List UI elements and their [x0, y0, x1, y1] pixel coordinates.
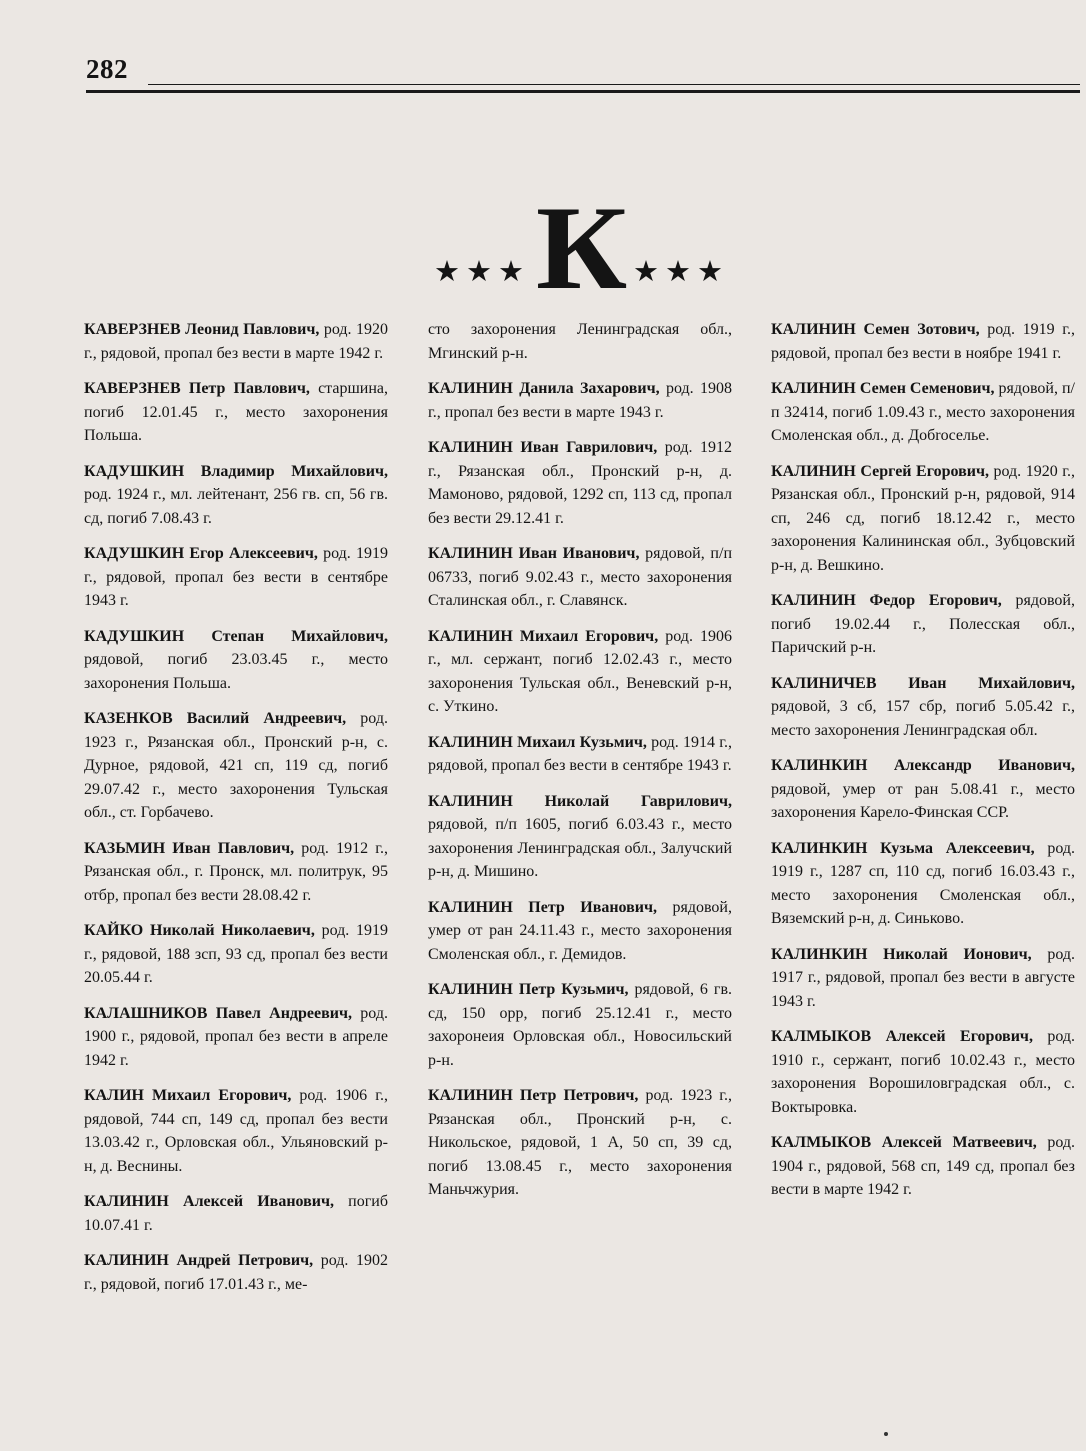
- entry-name: КАЛИНИН Андрей Петрович,: [84, 1252, 314, 1269]
- print-dot-mark: [884, 1432, 888, 1436]
- list-entry: [428, 377, 732, 424]
- list-entry: [771, 589, 1075, 660]
- entry-name: КАЛИНИН Петр Иванович,: [428, 898, 658, 916]
- entry-name: КАЙКО Николай Николаевич,: [84, 922, 315, 939]
- entry-details: рядовой, п/п 06733, погиб 9.02.43 г., место захоронения Сталинская обл., г. Славянск.: [428, 545, 732, 609]
- list-entry: [84, 1249, 388, 1296]
- list-entry: [84, 919, 388, 990]
- entry-details: род. 1919 г., рядовой, пропал без вести в сентябре 1943 г.: [84, 545, 388, 609]
- entry-name: КАЛМЫКОВ Алексей Егорович,: [771, 1028, 1033, 1045]
- entry-details: род. 1920 г., Рязанская обл., Пронский р-н, рядовой, 914 сп, 246 сд, погиб 18.12.42 г., место захоронения Калининская обл., Зубцовский р-н, д. Вешкино.: [771, 462, 1075, 574]
- entry-details: рядовой, умер от ран 5.08.41 г., место захоронения Карело-Финская ССР.: [771, 780, 1075, 821]
- text-column-2: [428, 318, 732, 1214]
- entry-name: КАЛИНИН Семен Зотович,: [771, 321, 980, 338]
- entry-name: КАЛИНИН Михаил Кузьмич,: [428, 733, 647, 751]
- entry-details: рядовой, погиб 19.02.44 г., Полесская обл., Паричский р-н.: [771, 592, 1075, 656]
- list-entry: [428, 625, 732, 719]
- list-entry: [84, 1084, 388, 1178]
- entry-details: род. 1904 г., рядовой, 568 сп, 149 сд, пропал без вести в марте 1942 г.: [771, 1134, 1075, 1198]
- list-entry: [84, 837, 388, 908]
- entry-details: род. 1919 г., 1287 сп, 110 сд, погиб 16.03.43 г., место захоронения Смоленская обл., Вяземский р-н, д. Синьково.: [771, 839, 1075, 927]
- list-entry: [771, 460, 1075, 578]
- list-entry: [84, 318, 388, 365]
- entry-name: КАЛАШНИКОВ Павел Андреевич,: [84, 1004, 353, 1022]
- list-entry: [428, 542, 732, 613]
- entry-details: рядовой, 3 сб, 157 сбр, погиб 5.05.42 г., место захоронения Ленинградская обл.: [771, 698, 1075, 739]
- entry-name: КАВЕРЗНЕВ Леонид Павлович,: [84, 321, 320, 338]
- entry-details: род. 1906 г., рядовой, 744 сп, 149 сд, пропал без вести 13.03.42 г., Орловская обл., Ульяновский р-н, д. Веснины.: [84, 1087, 388, 1175]
- entry-details: род. 1923 г., Рязанская обл., Пронский р-н, с. Дурное, рядовой, 421 сп, 119 сд, погиб 29.07.42 г., место захоронения Тульская обл., ст. Горбачево.: [84, 710, 388, 821]
- list-entry: [771, 1131, 1075, 1202]
- entry-details: род. 1917 г., рядовой, пропал без вести в августе 1943 г.: [771, 945, 1076, 1010]
- list-entry: [428, 731, 732, 778]
- text-column-3: [771, 318, 1075, 1214]
- entry-details: старшина, погиб 12.01.45 г., место захоронения Польша.: [84, 380, 388, 444]
- entry-details: род. 1900 г., рядовой, пропал без вести в апреле 1942 г.: [84, 1004, 388, 1069]
- list-entry: [84, 1190, 388, 1237]
- list-entry: [771, 377, 1075, 448]
- entry-details: род. 1906 г., мл. сержант, погиб 12.02.43 г., место захоронения Тульская обл., Веневский р-н, с. Уткино.: [428, 627, 732, 715]
- entry-name: КАЛИНИН Николай Гаврилович,: [428, 792, 732, 810]
- entry-name: КАЛИНИН Иван Гаврилович,: [428, 439, 658, 456]
- list-entry: [771, 943, 1075, 1014]
- entry-name: КАЛИН Михаил Егорович,: [84, 1087, 292, 1104]
- entry-details: род. 1908 г., пропал без вести в марте 1943 г.: [428, 380, 732, 421]
- entry-name: КАЛИНИН Сергей Егорович,: [771, 462, 989, 480]
- entry-name: КАДУШКИН Егор Алексеевич,: [84, 545, 318, 562]
- entry-details: род. 1920 г., рядовой, пропал без вести в марте 1942 г.: [84, 321, 388, 362]
- entry-details: рядовой, п/п 32414, погиб 1.09.43 г., место захоронения Смоленская обл., д. Добroселье.: [771, 380, 1075, 444]
- list-entry: [428, 1084, 732, 1202]
- list-entry: [84, 1002, 388, 1073]
- entry-name: КАДУШКИН Владимир Михайлович,: [84, 462, 388, 480]
- entry-details: род. 1924 г., мл. лейтенант, 256 гв. сп, 56 гв. сд, погиб 7.08.43 г.: [84, 486, 388, 527]
- entry-details: рядовой, п/п 1605, погиб 6.03.43 г., место захоронения Ленинградская обл., Залучский р-н, д. Мишино.: [428, 816, 732, 880]
- entry-name: КАЛИНИН Федор Егорович,: [771, 592, 1002, 609]
- stars-left-icon: ★★★: [433, 256, 530, 288]
- entry-details: погиб 10.07.41 г.: [84, 1193, 389, 1234]
- entry-name: КАЛИНИН Алексей Иванович,: [84, 1193, 335, 1210]
- entry-details: род. 1910 г., сержант, погиб 10.02.43 г., место захоронения Ворошиловградская обл., с. Воктыровка.: [771, 1028, 1076, 1116]
- list-entry: [771, 837, 1075, 931]
- page-number: 282: [86, 54, 128, 84]
- entry-name: КАЛИНИН Иван Иванович,: [428, 545, 640, 562]
- entry-details: род. 1912 г., Рязанская обл., г. Пронск, мл. политрук, 95 отбр, пропал без вести 28.08.42 г.: [84, 839, 388, 904]
- entry-name: КАЛИНКИН Александр Иванович,: [771, 757, 1075, 774]
- entry-details: рядовой, 6 гв. сд, 150 орр, погиб 25.12.41 г., место захоронеия Орловская обл., Новосильский р-н.: [428, 981, 733, 1069]
- text-column-1: [84, 318, 388, 1308]
- list-entry: [771, 672, 1075, 743]
- entry-name: КАЛИНИН Данила Захарович,: [428, 380, 660, 397]
- list-entry: [771, 1025, 1075, 1119]
- entry-details: сто захоронения Ленинградская обл., Мгинский р-н.: [428, 321, 732, 362]
- entry-details: род. 1902 г., рядовой, погиб 17.01.43 г., ме-: [84, 1252, 388, 1293]
- entry-details: род. 1919 г., рядовой, пропал без вести в ноябре 1941 г.: [771, 321, 1076, 362]
- entry-name: КАЛИНИН Петр Петрович,: [428, 1087, 639, 1104]
- entry-details: род. 1914 г., рядовой, пропал без вести в сентябре 1943 г.: [428, 733, 733, 774]
- list-entry: [84, 625, 388, 696]
- list-entry: [771, 754, 1075, 825]
- entry-name: КАЛМЫКОВ Алексей Матвеевич,: [771, 1134, 1037, 1151]
- list-entry: [84, 460, 388, 531]
- entry-name: КАЛИНИЧЕВ Иван Михайлович,: [771, 674, 1075, 692]
- entry-name: КАЗЕНКОВ Василий Андреевич,: [84, 710, 347, 727]
- entry-details: род. 1912 г., Рязанская обл., Пронский р-н, д. Мамоново, рядовой, 1292 сп, 113 сд, пропал без вести 29.12.41 г.: [428, 439, 732, 527]
- entry-name: КАДУШКИН Степан Михайлович,: [84, 627, 388, 645]
- list-entry: [771, 318, 1075, 365]
- stars-right-icon: ★★★: [633, 256, 729, 288]
- entry-name: КАЗЬМИН Иван Павлович,: [84, 839, 295, 857]
- list-entry: [428, 896, 732, 967]
- entry-name: КАЛИНКИН Кузьма Алексеевич,: [771, 839, 1035, 857]
- entry-details: род. 1923 г., Рязанская обл., Пронский р-н, с. Никольское, рядовой, 1 А, 50 сп, 39 сд, погиб 13.08.45 г., место захоронения Маньчжурия.: [428, 1087, 733, 1198]
- entry-name: КАЛИНКИН Николай Ионович,: [771, 945, 1032, 963]
- list-entry: [84, 377, 388, 448]
- list-entry: [428, 436, 732, 530]
- section-letter: К: [535, 181, 628, 315]
- entry-details: рядовой, умер от ран 24.11.43 г., место захоронения Смоленская обл., г. Демидов.: [428, 898, 732, 963]
- header-thin-rule: [148, 84, 1080, 85]
- entry-name: КАЛИНИН Петр Кузьмич,: [428, 981, 629, 998]
- entry-details: рядовой, погиб 23.03.45 г., место захоронения Польша.: [84, 651, 388, 692]
- list-entry: [428, 318, 732, 365]
- section-letter-heading: [430, 181, 733, 315]
- header-rule: [86, 90, 1080, 93]
- list-entry: [84, 707, 388, 825]
- entry-name: КАЛИНИН Михаил Егорович,: [428, 627, 659, 645]
- entry-name: КАЛИНИН Семен Семенович,: [771, 380, 995, 397]
- list-entry: [84, 542, 388, 613]
- entry-details: род. 1919 г., рядовой, 188 зсп, 93 сд, пропал без вести 20.05.44 г.: [84, 922, 388, 986]
- entry-name: КАВЕРЗНЕВ Петр Павлович,: [84, 380, 310, 397]
- list-entry: [428, 790, 732, 884]
- list-entry: [428, 978, 732, 1072]
